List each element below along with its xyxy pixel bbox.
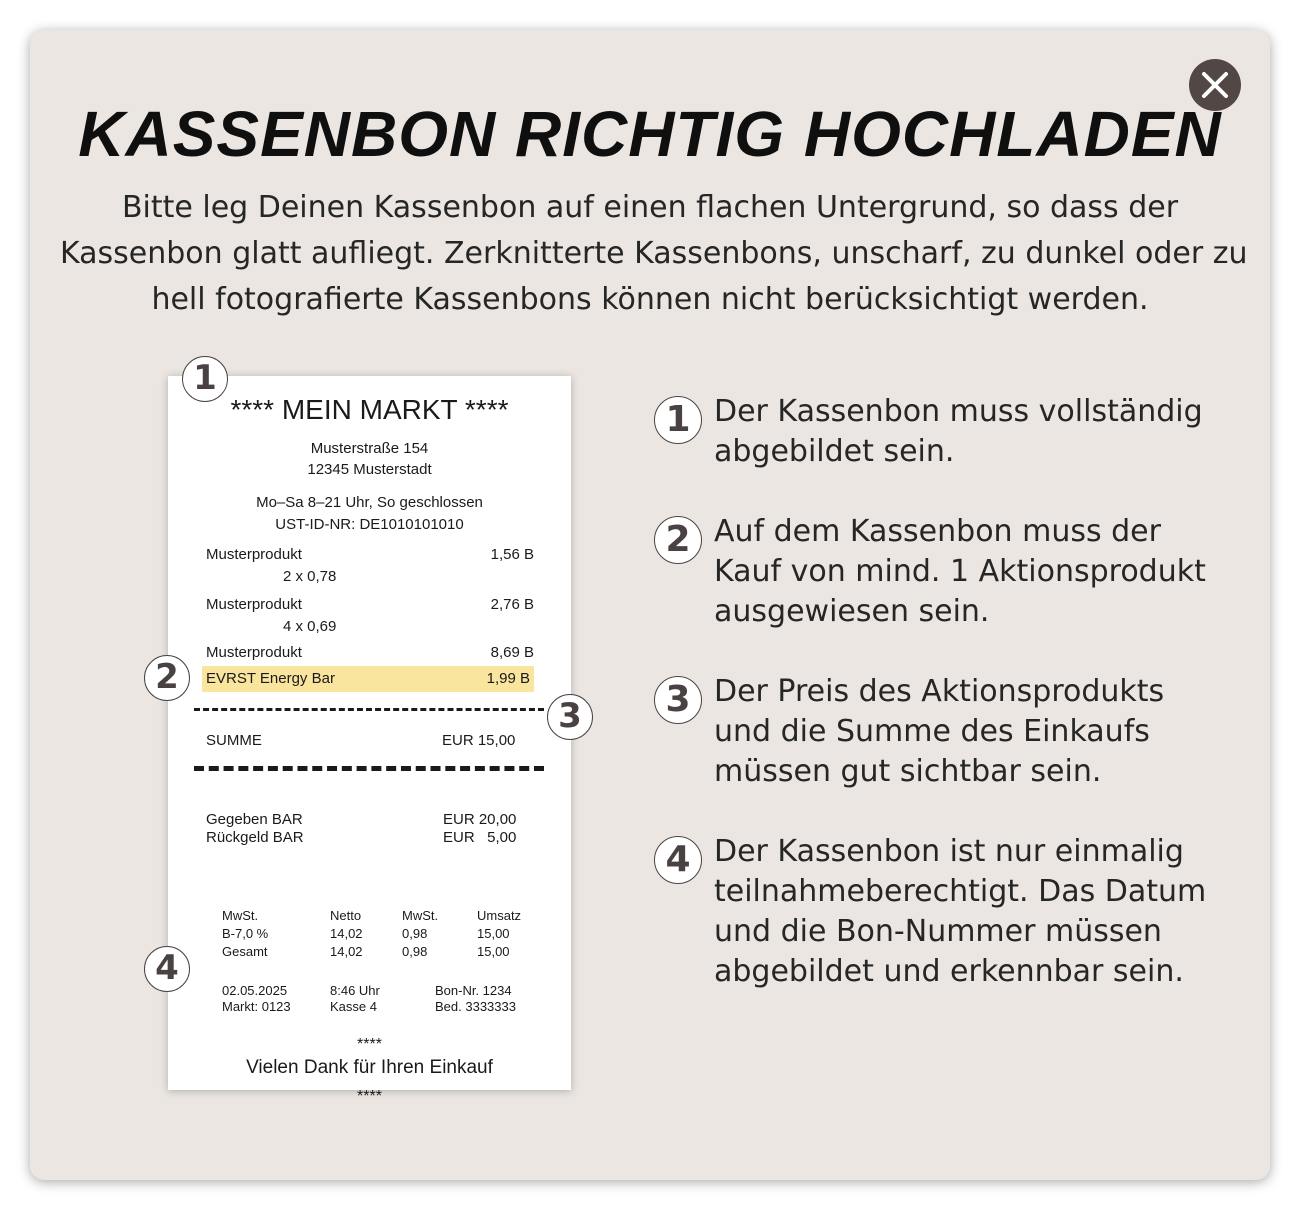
vat-cell: B-7,0 %	[222, 926, 269, 941]
receipt-stars: ****	[357, 1088, 382, 1105]
item-price: 1,56 B	[490, 546, 534, 563]
receipt-item-row	[206, 642, 534, 664]
item-price: 1,99 B	[486, 670, 530, 687]
intro-line: Bitte leg Deinen Kassenbon auf einen flachen Untergrund, so dass der	[121, 190, 1179, 225]
step-line: Der Kassenbon muss vollständig	[714, 394, 1203, 429]
vat-cell: Gesamt	[222, 944, 268, 959]
step-line: müssen gut sichtbar sein.	[714, 754, 1102, 789]
vat-cell: 0,98	[402, 944, 428, 959]
item-price: 8,69 B	[490, 644, 534, 661]
receipt-tax-id: UST-ID-NR: DE1010101010	[275, 516, 464, 533]
step-text	[714, 512, 1234, 632]
receipt-address-street: Musterstraße 154	[310, 440, 429, 457]
receipt-date: 02.05.2025	[222, 983, 288, 998]
receipt-sum-label: SUMME	[206, 732, 262, 749]
step-text	[714, 392, 1234, 472]
receipt-operator: Bed. 3333333	[435, 999, 516, 1014]
receipt-address-city: 12345 Musterstadt	[307, 461, 432, 478]
upload-help-modal	[30, 30, 1270, 1180]
receipt-opening-hours: Mo–Sa 8–21 Uhr, So geschlossen	[256, 494, 483, 511]
step-line: abgebildet sein.	[714, 434, 955, 469]
step-number: 3	[654, 676, 702, 724]
receipt-market: Markt: 0123	[222, 999, 291, 1014]
vat-cell: 14,02	[330, 926, 363, 941]
vat-header: Netto	[330, 908, 362, 923]
vat-cell: 15,00	[477, 944, 510, 959]
step-number: 1	[654, 396, 702, 444]
item-name: Musterprodukt	[206, 644, 302, 661]
intro-line: Kassenbon glatt aufliegt. Zerknitterte Kassenbons, unscharf, zu dunkel oder zu	[60, 236, 1248, 271]
vat-header: Umsatz	[477, 908, 522, 923]
badge-1: 1	[182, 356, 228, 402]
step-line: Der Kassenbon ist nur einmalig	[714, 834, 1184, 869]
step-line: Der Preis des Aktionsprodukts	[714, 674, 1165, 709]
badge-2: 2	[144, 655, 190, 701]
step-number: 2	[654, 516, 702, 564]
receipt-divider	[194, 708, 544, 711]
vat-cell: 14,02	[330, 944, 363, 959]
receipt-divider-thick	[194, 766, 544, 771]
receipt-given-value: EUR 20,00	[443, 811, 517, 828]
item-price: 2,76 B	[490, 596, 534, 613]
item-name: Musterprodukt	[206, 596, 302, 613]
receipt-item-row	[206, 544, 534, 566]
vat-header: MwSt.	[222, 908, 259, 923]
intro-text	[60, 185, 1248, 323]
receipt-illustration	[168, 376, 571, 1105]
step-line: Auf dem Kassenbon muss der	[714, 514, 1161, 549]
receipt-register: Kasse 4	[330, 999, 377, 1014]
receipt-thanks: Vielen Dank für Ihren Einkauf	[246, 1057, 493, 1078]
vat-cell: 15,00	[477, 926, 510, 941]
step-line: abgebildet und erkennbar sein.	[714, 954, 1184, 989]
item-quantity: 4 x 0,69	[283, 618, 337, 635]
receipt-time: 8:46 Uhr	[330, 983, 380, 998]
item-name: EVRST Energy Bar	[206, 670, 335, 687]
step-text	[714, 832, 1234, 992]
receipt-bon-number: Bon-Nr. 1234	[435, 983, 512, 998]
badge-3: 3	[547, 694, 593, 740]
receipt-change-value: EUR 5,00	[443, 829, 517, 846]
receipt-store-name: **** MEIN MARKT ****	[230, 394, 509, 425]
item-name: Musterprodukt	[206, 546, 302, 563]
step-line: ausgewiesen sein.	[714, 594, 990, 629]
step-number: 4	[654, 836, 702, 884]
page-title: KASSENBON RICHTIG HOCHLADEN	[78, 98, 1222, 170]
receipt-given-label: Gegeben BAR	[206, 811, 303, 828]
intro-line: hell fotografierte Kassenbons können nicht berücksichtigt werden.	[151, 282, 1149, 317]
receipt-change-label: Rückgeld BAR	[206, 829, 304, 846]
receipt-promo-item-row	[206, 668, 534, 690]
vat-header: MwSt.	[402, 908, 439, 923]
step-line: Kauf von mind. 1 Aktionsprodukt	[714, 554, 1206, 589]
receipt-sum-value: EUR 15,00	[442, 732, 516, 749]
step-text	[714, 672, 1234, 792]
vat-cell: 0,98	[402, 926, 428, 941]
item-quantity: 2 x 0,78	[283, 568, 337, 585]
receipt-item-row	[206, 594, 534, 616]
step-line: und die Bon-Nummer müssen	[714, 914, 1162, 949]
step-line: und die Summe des Einkaufs	[714, 714, 1150, 749]
badge-4: 4	[144, 946, 190, 992]
receipt-stars: ****	[357, 1036, 382, 1053]
step-line: teilnahmeberechtigt. Das Datum	[714, 874, 1207, 909]
